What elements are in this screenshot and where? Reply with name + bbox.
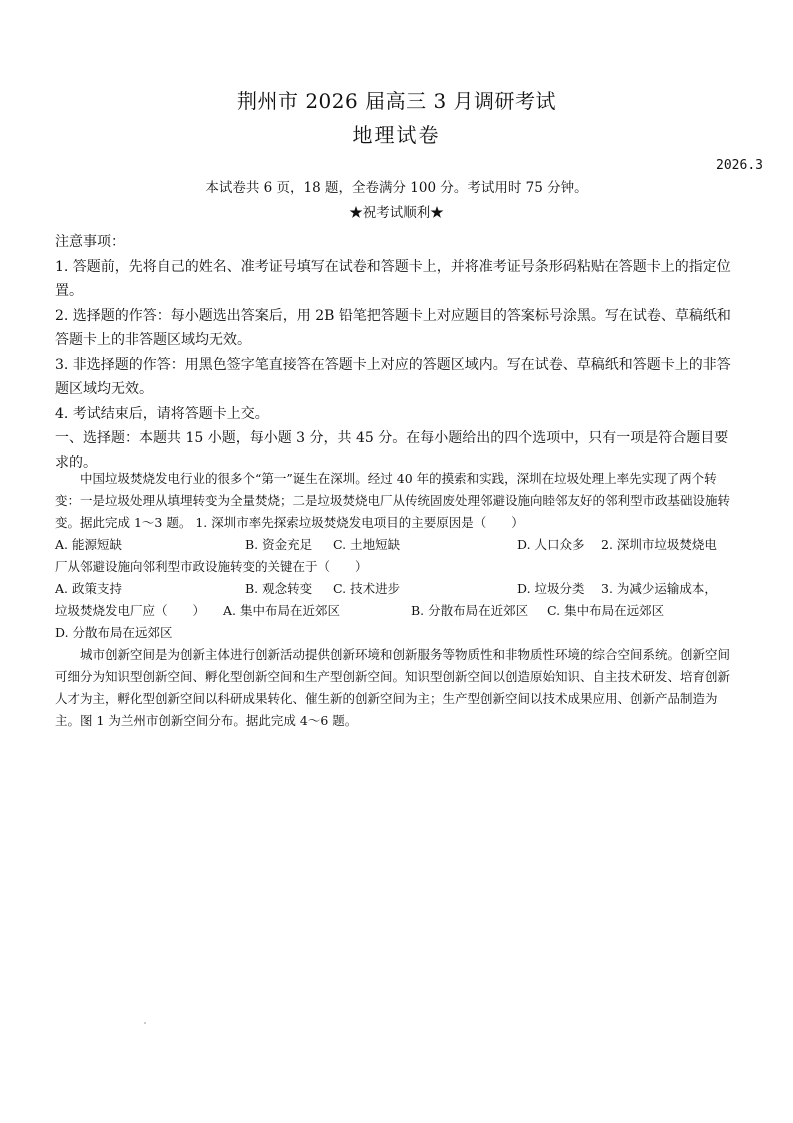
question-3-rest: 垃圾焚烧发电厂应（ ） bbox=[55, 603, 206, 618]
question-1: 1. 深圳市率先探索垃圾焚烧发电项目的主要原因是（ ） bbox=[195, 515, 524, 530]
option-a: A. 政策支持 bbox=[55, 581, 122, 596]
notice-item: 2. 选择题的作答：每小题选出答案后，用 2B 铅笔把答题卡上对应题目的答案标号涂黑。写在试卷、草稿纸和答题卡上的非答题区域均无效。 bbox=[55, 307, 731, 348]
exam-info: 本试卷共 6 页，18 题，全卷满分 100 分。考试用时 75 分钟。 bbox=[205, 180, 588, 196]
exam-date: 2026.3 bbox=[716, 158, 763, 173]
subject-title: 地理试卷 bbox=[352, 123, 441, 147]
notice-item: 1. 答题前，先将自己的姓名、准考证号填写在试卷和答题卡上，并将准考证号条形码粘贴在答题卡上的指定位置。 bbox=[55, 258, 731, 299]
option-d: D. 分散布局在远郊区 bbox=[55, 625, 173, 640]
notice-item: 3. 非选择题的作答：用黑色签字笔直接答在答题卡上对应的答题区域内。写在试卷、草稿纸和答题卡上的非答题区域均无效。 bbox=[55, 356, 731, 397]
exam-title: 荆州市 2026 届高三 3 月调研考试 bbox=[236, 89, 557, 113]
question-2-start: 2. 深圳市垃圾焚烧电 bbox=[601, 537, 717, 552]
option-b: B. 观念转变 bbox=[245, 581, 313, 596]
option-b: B. 分散布局在近郊区 bbox=[411, 603, 529, 618]
notice-item: 4. 考试结束后，请将答题卡上交。 bbox=[55, 405, 269, 422]
material-1-text: 中国垃圾焚烧发电行业的很多个“第一”诞生在深圳。经过 40 年的摸索和实践，深圳在垃圾处理上率先实现了两个转变：一是垃圾处理从填埋转变为全量焚烧；二是垃圾焚烧电厂从传统固废处理邻避设施向睦邻友好的邻利型市政基础设施转变。据此完成 1～3 题。 1. 深圳市率先探索垃圾焚烧发电项目的主要原因是（ ） bbox=[55, 471, 731, 530]
option-d: D. 人口众多 bbox=[517, 537, 585, 552]
option-b: B. 资金充足 bbox=[245, 537, 313, 552]
option-c: C. 土地短缺 bbox=[333, 537, 401, 552]
question-2-rest: 厂从邻避设施向邻利型市政设施转变的关键在于（ ） bbox=[55, 559, 368, 574]
notice-block bbox=[55, 230, 741, 475]
option-a: A. 集中布局在近郊区 bbox=[223, 603, 340, 618]
question-1-options bbox=[55, 534, 741, 556]
question-3-line bbox=[55, 600, 741, 622]
option-c: C. 技术进步 bbox=[333, 581, 401, 596]
material-2-text: 城市创新空间是为创新主体进行创新活动提供创新环境和创新服务等物质性和非物质性环境的综合空间系统。创新空间可细分为知识型创新空间、孵化型创新空间和生产型创新空间。知识型创新空间以创造原始知识、自主技术研发、培育创新人才为主，孵化型创新空间以科研成果转化、催生新的创新空间为主；生产型创新空间以技术成果应用、创新产品制造为主。图 1 为兰州市创新空间分布。据此完成 4～6 题。 bbox=[55, 647, 731, 728]
section-heading: 一、选择题：本题共 15 小题，每小题 3 分，共 45 分。在每小题给出的四个选项中，只有一项是符合题目要求的。 bbox=[55, 430, 729, 471]
question-2-options bbox=[55, 578, 741, 600]
notice-heading: 注意事项： bbox=[55, 234, 125, 250]
material-block bbox=[55, 468, 741, 732]
option-a: A. 能源短缺 bbox=[55, 537, 122, 552]
scan-speck bbox=[144, 1022, 146, 1024]
option-c: C. 集中布局在远郊区 bbox=[547, 603, 665, 618]
good-luck-line: ★祝考试顺利★ bbox=[349, 205, 444, 221]
question-3-start: 3. 为减少运输成本， bbox=[601, 581, 717, 596]
option-d: D. 垃圾分类 bbox=[517, 581, 585, 596]
